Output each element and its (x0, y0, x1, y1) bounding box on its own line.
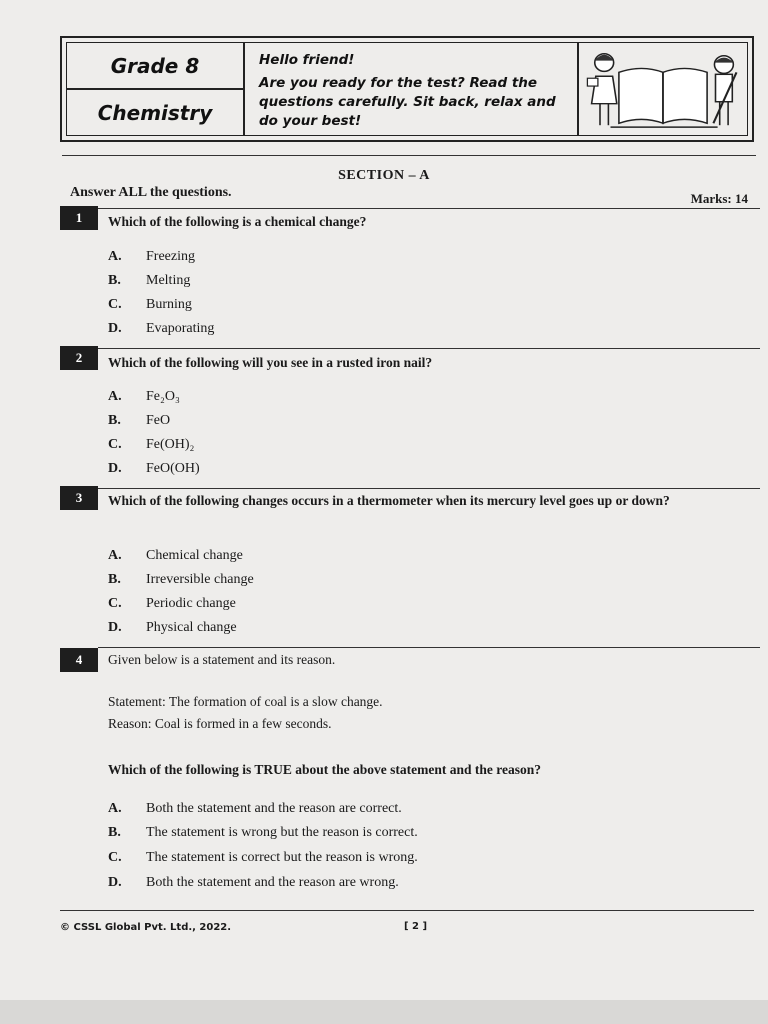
message-text: Are you ready for the test? Read the questions carefully. Sit back, relax and do your best! (259, 75, 556, 129)
page-number: [ 2 ] (404, 921, 428, 932)
question-rule (98, 208, 760, 209)
question-rule (98, 488, 760, 489)
option-d: D. Evaporating (108, 321, 215, 336)
section-title: SECTION – A (338, 168, 430, 183)
question-text: Given below is a statement and its reason. (108, 652, 336, 667)
option-c: C. Fe(OH)₂ (108, 437, 195, 452)
question-number: 3 (60, 486, 98, 510)
option-a: A. Chemical change (108, 548, 243, 563)
question-text: Which of the following changes occurs in a thermometer when its mercury level goes up or down? (108, 493, 670, 508)
header-box (60, 36, 754, 142)
option-b: B. FeO (108, 413, 171, 428)
option-b: B. Melting (108, 273, 191, 288)
option-c: C. Periodic change (108, 596, 236, 611)
question-rule (98, 348, 760, 349)
option-c: C. Burning (108, 297, 192, 312)
subquestion-text: Which of the following is TRUE about the above statement and the reason? (108, 762, 542, 777)
kids-book-icon (579, 43, 747, 135)
footer-rule (60, 910, 754, 911)
option-a: A. Fe₂O₃ (108, 389, 180, 404)
option-b: B. Irreversible change (108, 572, 254, 587)
subject-label: Chemistry (97, 100, 213, 125)
option-a: A. Freezing (108, 249, 195, 264)
header-rule (62, 155, 756, 156)
question-number: 2 (60, 346, 98, 370)
reason-text: Reason: Coal is formed in a few seconds. (108, 716, 332, 731)
marks-label: Marks: 14 (690, 191, 748, 206)
copyright-text: © CSSL Global Pvt. Ltd., 2022. (60, 922, 232, 933)
option-d: D. Both the statement and the reason are wrong. (108, 875, 399, 890)
page-edge (0, 1000, 768, 1024)
question-text: Which of the following will you see in a rusted iron nail? (108, 355, 433, 370)
question-rule (98, 647, 760, 648)
option-c: C. The statement is correct but the reason is wrong. (108, 850, 418, 865)
statement-text: Statement: The formation of coal is a slow change. (108, 694, 383, 709)
grade-label: Grade 8 (67, 43, 243, 90)
option-d: D. Physical change (108, 620, 237, 635)
instruction-text: Answer ALL the questions. (70, 185, 232, 200)
question-text: Which of the following is a chemical change? (108, 214, 367, 229)
greeting-text: Hello friend! (259, 52, 355, 68)
greeting-box (245, 43, 579, 135)
option-d: D. FeO(OH) (108, 461, 200, 476)
question-number: 1 (60, 206, 98, 230)
option-a: A. Both the statement and the reason are correct. (108, 801, 402, 816)
question-number: 4 (60, 648, 98, 672)
kids-reading-illustration (579, 43, 747, 135)
option-b: B. The statement is wrong but the reason is correct. (108, 825, 418, 840)
